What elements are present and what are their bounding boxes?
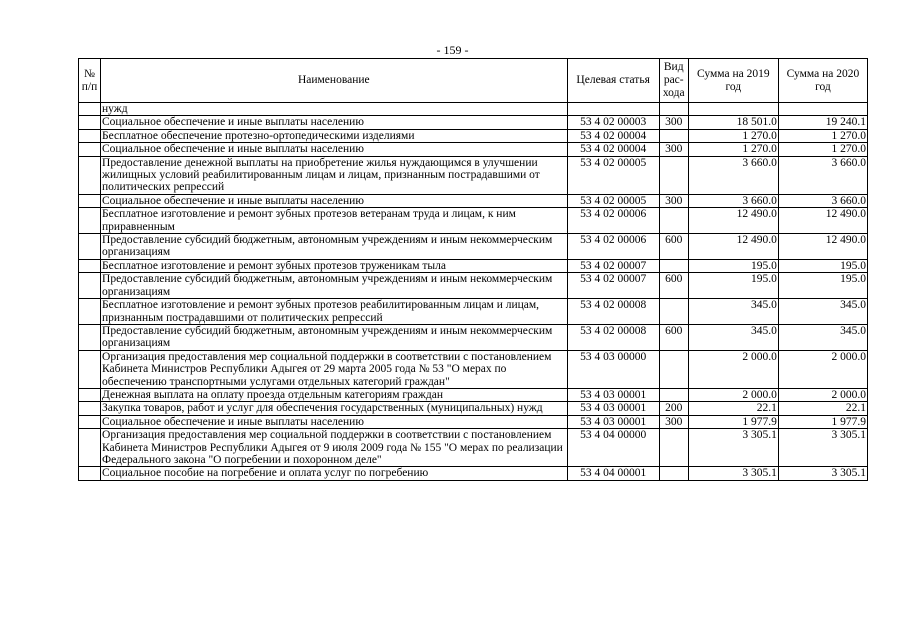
row-vid: 200 <box>659 402 688 415</box>
header-name: Наименование <box>101 59 568 103</box>
table-row <box>79 402 868 415</box>
table-row <box>79 273 868 299</box>
row-code: 53 4 03 00001 <box>567 388 659 401</box>
row-code: 53 4 02 00006 <box>567 208 659 234</box>
row-name: Социальное обеспечение и иные выплаты населению <box>101 143 568 156</box>
row-sum-2019: 1 270.0 <box>688 129 778 142</box>
row-num <box>79 324 101 350</box>
row-name: Социальное пособие на погребение и оплата услуг по погребению <box>101 467 568 480</box>
row-name: нужд <box>101 103 568 116</box>
row-vid <box>659 259 688 272</box>
table-row <box>79 299 868 325</box>
row-num <box>79 259 101 272</box>
row-vid <box>659 350 688 388</box>
row-sum-2020: 22.1 <box>778 402 867 415</box>
row-num <box>79 103 101 116</box>
row-name: Социальное обеспечение и иные выплаты населению <box>101 116 568 129</box>
row-num <box>79 429 101 467</box>
row-sum-2019: 3 305.1 <box>688 429 778 467</box>
row-sum-2020: 3 305.1 <box>778 467 867 480</box>
row-sum-2020: 345.0 <box>778 299 867 325</box>
row-name: Организация предоставления мер социальной поддержки в соответствии с постановлением Кабинета Министров Республики Адыгея от 9 июля 2009 года № 155 "О мерах по реализации Федерального закона "О погребении и похоронном деле" <box>101 429 568 467</box>
row-sum-2019: 22.1 <box>688 402 778 415</box>
row-num <box>79 402 101 415</box>
row-sum-2019: 3 660.0 <box>688 156 778 194</box>
row-sum-2020: 195.0 <box>778 259 867 272</box>
row-sum-2020: 2 000.0 <box>778 388 867 401</box>
row-code: 53 4 03 00001 <box>567 415 659 428</box>
table-row <box>79 429 868 467</box>
row-name: Предоставление субсидий бюджетным, автономным учреждениям и иным некоммерческим организациям <box>101 324 568 350</box>
table-body <box>79 103 868 481</box>
row-sum-2019: 2 000.0 <box>688 350 778 388</box>
row-sum-2019: 345.0 <box>688 299 778 325</box>
row-sum-2020: 1 270.0 <box>778 129 867 142</box>
row-num <box>79 467 101 480</box>
row-vid <box>659 299 688 325</box>
row-sum-2019 <box>688 103 778 116</box>
header-num: № п/п <box>79 59 101 103</box>
row-vid: 300 <box>659 415 688 428</box>
table-row <box>79 350 868 388</box>
row-code: 53 4 02 00008 <box>567 299 659 325</box>
row-num <box>79 273 101 299</box>
row-name: Бесплатное обеспечение протезно-ортопедическими изделиями <box>101 129 568 142</box>
row-vid <box>659 156 688 194</box>
row-code: 53 4 02 00008 <box>567 324 659 350</box>
row-sum-2020: 12 490.0 <box>778 234 867 260</box>
row-vid: 600 <box>659 273 688 299</box>
row-name: Организация предоставления мер социальной поддержки в соответствии с постановлением Кабинета Министров Республики Адыгея от 29 марта 2005 года № 53 "О мерах по обеспечению транспортными услугами отдельных категорий граждан" <box>101 350 568 388</box>
row-code: 53 4 02 00004 <box>567 143 659 156</box>
table-row <box>79 208 868 234</box>
row-num <box>79 234 101 260</box>
header-sum-2019: Сумма на 2019 год <box>688 59 778 103</box>
row-sum-2020: 2 000.0 <box>778 350 867 388</box>
header-sum-2020: Сумма на 2020 год <box>778 59 867 103</box>
row-num <box>79 194 101 207</box>
table-header-row <box>79 59 868 103</box>
table-row <box>79 103 868 116</box>
row-code: 53 4 02 00005 <box>567 194 659 207</box>
row-num <box>79 415 101 428</box>
row-name: Предоставление субсидий бюджетным, автономным учреждениям и иным некоммерческим организациям <box>101 273 568 299</box>
table-row <box>79 129 868 142</box>
row-name: Бесплатное изготовление и ремонт зубных протезов ветеранам труда и лицам, к ним приравненным <box>101 208 568 234</box>
table-row <box>79 143 868 156</box>
table-row <box>79 324 868 350</box>
row-sum-2019: 3 305.1 <box>688 467 778 480</box>
header-vid: Вид рас-хода <box>659 59 688 103</box>
row-num <box>79 116 101 129</box>
row-vid: 600 <box>659 324 688 350</box>
row-sum-2019: 1 977.9 <box>688 415 778 428</box>
row-vid <box>659 388 688 401</box>
row-num <box>79 388 101 401</box>
row-num <box>79 299 101 325</box>
row-code: 53 4 04 00000 <box>567 429 659 467</box>
table-row <box>79 259 868 272</box>
row-sum-2019: 18 501.0 <box>688 116 778 129</box>
row-sum-2020: 3 660.0 <box>778 156 867 194</box>
row-sum-2019: 345.0 <box>688 324 778 350</box>
table-row <box>79 415 868 428</box>
row-sum-2019: 2 000.0 <box>688 388 778 401</box>
row-name: Бесплатное изготовление и ремонт зубных протезов реабилитированным лицам и лицам, признанным пострадавшими от политических репрессий <box>101 299 568 325</box>
row-code <box>567 103 659 116</box>
row-code: 53 4 02 00006 <box>567 234 659 260</box>
table-row <box>79 234 868 260</box>
row-sum-2020: 345.0 <box>778 324 867 350</box>
table-row <box>79 388 868 401</box>
row-sum-2019: 195.0 <box>688 273 778 299</box>
row-num <box>79 143 101 156</box>
row-name: Закупка товаров, работ и услуг для обеспечения государственных (муниципальных) нужд <box>101 402 568 415</box>
row-sum-2019: 195.0 <box>688 259 778 272</box>
row-num <box>79 129 101 142</box>
row-sum-2020: 19 240.1 <box>778 116 867 129</box>
row-vid <box>659 208 688 234</box>
table-row <box>79 156 868 194</box>
row-name: Социальное обеспечение и иные выплаты населению <box>101 194 568 207</box>
row-sum-2020: 1 977.9 <box>778 415 867 428</box>
row-code: 53 4 02 00007 <box>567 259 659 272</box>
row-vid: 300 <box>659 194 688 207</box>
row-code: 53 4 02 00004 <box>567 129 659 142</box>
row-vid <box>659 467 688 480</box>
row-code: 53 4 03 00001 <box>567 402 659 415</box>
table-row <box>79 467 868 480</box>
row-name: Денежная выплата на оплату проезда отдельным категориям граждан <box>101 388 568 401</box>
row-sum-2020: 12 490.0 <box>778 208 867 234</box>
row-num <box>79 350 101 388</box>
row-code: 53 4 02 00003 <box>567 116 659 129</box>
row-num <box>79 156 101 194</box>
row-code: 53 4 03 00000 <box>567 350 659 388</box>
row-name: Социальное обеспечение и иные выплаты населению <box>101 415 568 428</box>
table-row <box>79 116 868 129</box>
row-sum-2019: 3 660.0 <box>688 194 778 207</box>
row-sum-2020: 1 270.0 <box>778 143 867 156</box>
row-code: 53 4 02 00005 <box>567 156 659 194</box>
row-code: 53 4 02 00007 <box>567 273 659 299</box>
row-sum-2019: 12 490.0 <box>688 234 778 260</box>
row-vid <box>659 129 688 142</box>
row-sum-2019: 12 490.0 <box>688 208 778 234</box>
row-sum-2020: 195.0 <box>778 273 867 299</box>
row-vid: 300 <box>659 143 688 156</box>
row-sum-2020: 3 660.0 <box>778 194 867 207</box>
row-code: 53 4 04 00001 <box>567 467 659 480</box>
row-vid: 300 <box>659 116 688 129</box>
row-vid: 600 <box>659 234 688 260</box>
row-vid <box>659 429 688 467</box>
page-number: - 159 - <box>436 43 469 57</box>
row-name: Предоставление денежной выплаты на приобретение жилья нуждающимся в улучшении жилищных условий реабилитированным лицам и лицам, признанным пострадавшими от политических репрессий <box>101 156 568 194</box>
header-code: Целевая статья <box>567 59 659 103</box>
row-vid <box>659 103 688 116</box>
budget-table <box>78 58 868 481</box>
row-sum-2020: 3 305.1 <box>778 429 867 467</box>
row-name: Бесплатное изготовление и ремонт зубных протезов труженикам тыла <box>101 259 568 272</box>
row-sum-2019: 1 270.0 <box>688 143 778 156</box>
row-name: Предоставление субсидий бюджетным, автономным учреждениям и иным некоммерческим организациям <box>101 234 568 260</box>
row-sum-2020 <box>778 103 867 116</box>
row-num <box>79 208 101 234</box>
table-row <box>79 194 868 207</box>
